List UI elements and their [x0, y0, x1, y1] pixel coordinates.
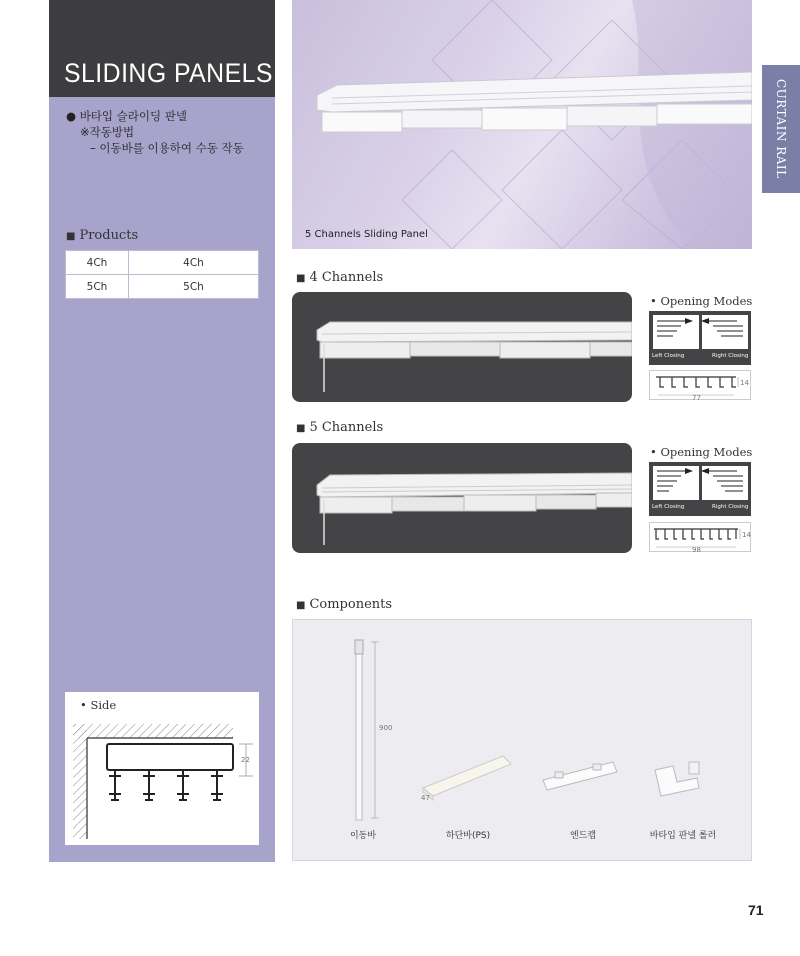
table-row [66, 275, 259, 299]
five-dim-width: 98 [692, 546, 701, 553]
four-channels-image [292, 292, 632, 402]
five-channels-image [292, 443, 632, 553]
description-line-1: ● 바타입 슬라이딩 판넬 [66, 109, 187, 123]
four-channel-profile-drawing [650, 371, 752, 401]
five-channel-profile-drawing [650, 523, 752, 553]
product-code: 4Ch [66, 251, 129, 275]
component-label: 하단바(PS) [445, 831, 491, 841]
table-row [66, 251, 259, 275]
square-bullet-icon: ■ [296, 600, 306, 611]
square-bullet-icon: ■ [296, 423, 306, 434]
left-closing-label: Left Closing [652, 353, 685, 359]
left-closing-label: Left Closing [652, 504, 685, 510]
products-heading: ■ Products [66, 228, 139, 243]
bar-length-dim: 900 [379, 724, 393, 732]
products-table [65, 250, 259, 299]
component-label: 바타입 판넬 롤러 [649, 831, 717, 841]
five-opening-modes-heading: • Opening Modes [650, 445, 753, 459]
section-tab-label: CURTAIN RAIL [774, 79, 788, 179]
right-closing-label: Right Closing [712, 504, 749, 510]
five-channel-profile [649, 522, 751, 552]
five-opening-modes-diagram [649, 462, 751, 516]
four-dim-height: 14 [740, 379, 749, 387]
four-opening-modes-heading: • Opening Modes [650, 294, 753, 308]
square-bullet-icon: ■ [296, 273, 306, 284]
product-value: 4Ch [129, 251, 259, 275]
hero-rail-illustration [292, 0, 752, 249]
side-profile-drawing [65, 692, 259, 845]
five-channel-rail-illustration [292, 443, 632, 553]
side-heading: • Side [80, 698, 117, 712]
hero-caption: 5 Channels Sliding Panel [305, 229, 428, 240]
hero-image [292, 0, 752, 249]
components-illustration [293, 620, 751, 860]
product-value: 5Ch [129, 275, 259, 299]
four-channels-heading: ■ 4 Channels [296, 270, 384, 285]
side-dimension: 22 [241, 756, 250, 764]
four-channel-profile [649, 370, 751, 400]
five-dim-height: 14 [742, 531, 751, 539]
page-title: SLIDING PANELS [64, 58, 273, 88]
product-code: 5Ch [66, 275, 129, 299]
four-channel-rail-illustration [292, 292, 632, 402]
component-label: 이동바 [349, 831, 377, 841]
description-line-2: ※작동방법 [80, 125, 135, 139]
five-channels-heading: ■ 5 Channels [296, 420, 384, 435]
product-description [66, 108, 244, 156]
component-label: 엔드캡 [569, 831, 597, 841]
components-panel [292, 619, 752, 861]
side-profile-box [65, 692, 259, 845]
page-number: 71 [748, 902, 764, 918]
bottom-bar-dim: 47 [421, 794, 430, 802]
four-opening-modes-diagram [649, 311, 751, 365]
components-heading: ■ Components [296, 597, 393, 612]
right-closing-label: Right Closing [712, 353, 749, 359]
four-dim-width: 77 [692, 394, 701, 401]
description-line-3: – 이동바를 이용하여 수동 작동 [90, 141, 244, 155]
square-bullet-icon: ■ [66, 231, 76, 242]
